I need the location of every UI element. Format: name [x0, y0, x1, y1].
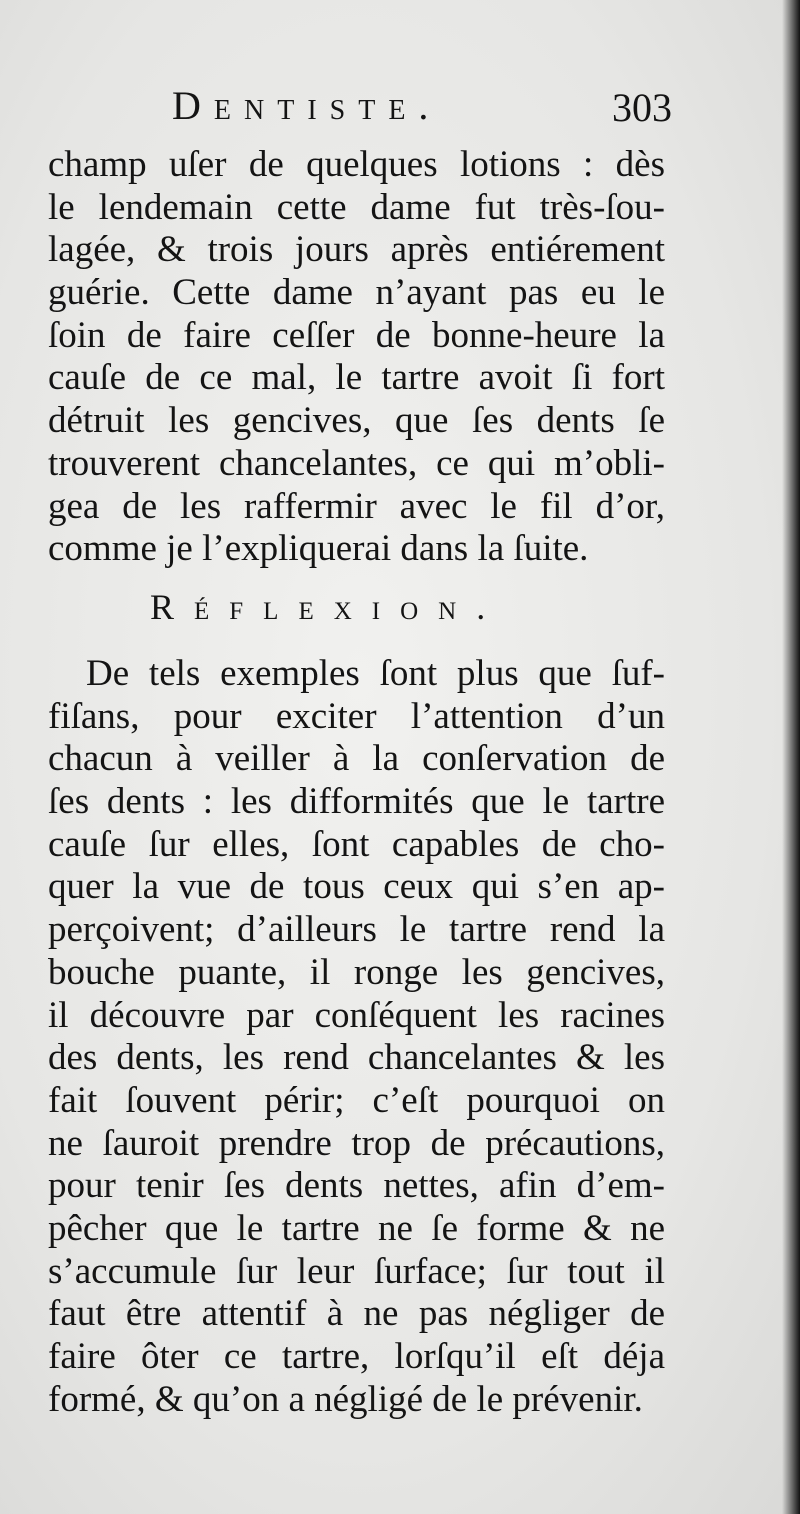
text-line: De tels exemples ſont plus que ſuf- — [86, 653, 665, 694]
text-line: trouverent chancelantes, ce qui m’obli- — [48, 442, 665, 484]
text-line: perçoivent; d’ailleurs le tartre rend la — [48, 909, 665, 951]
text-line: fiſans, pour exciter l’attention d’un — [48, 695, 665, 737]
text-line: pêcher que le tartre ne ſe forme & ne — [48, 1207, 665, 1249]
section-heading: Réflexion. — [150, 587, 506, 627]
text-line: il découvre par conſéquent les racines — [48, 994, 665, 1036]
text-line: faire ôter ce tartre, lorſqu’il eſt déja — [48, 1336, 665, 1377]
text-line: pour tenir ſes dents nettes, afin d’em- — [48, 1165, 665, 1207]
running-head: Dentiste. — [172, 83, 442, 128]
text-line: chacun à veiller à la conſervation de — [48, 738, 665, 780]
text-line: détruit les gencives, que ſes dents ſe — [48, 400, 665, 442]
text-line: s’accumule ſur leur ſurface; ſur tout il — [48, 1250, 665, 1292]
text-line: ne ſauroit prendre trop de précautions, — [48, 1122, 665, 1164]
text-line: formé, & qu’on a négligé de le prévenir. — [48, 1378, 643, 1420]
text-line: le lendemain cette dame fut très-ſou- — [48, 186, 665, 228]
text-line: guérie. Cette dame n’ayant pas eu le — [48, 272, 665, 314]
text-line: comme je l’expliquerai dans la ſuite. — [48, 528, 589, 570]
text-line: gea de les raffermir avec le fil d’or, — [48, 485, 665, 527]
text-line: fait ſouvent périr; c’eſt pourquoi on — [48, 1079, 665, 1121]
text-line: quer la vue de tous ceux qui s’en ap- — [48, 866, 665, 908]
text-line: des dents, les rend chancelantes & les — [48, 1037, 665, 1079]
page-edge-shadow — [782, 0, 800, 1514]
page-number: 303 — [612, 85, 672, 130]
paragraph-1 — [48, 144, 665, 571]
page-header — [172, 82, 672, 132]
text-line: champ uſer de quelques lotions : dès — [48, 144, 665, 185]
text-line: cauſe ſur elles, ſont capables de cho- — [48, 823, 665, 865]
text-line: bouche puante, il ronge les gencives, — [48, 951, 665, 993]
text-line: ſes dents : les difformités que le tartre — [48, 781, 665, 823]
paragraph-2 — [48, 653, 665, 1421]
text-line: ſoin de faire ceſſer de bonne-heure la — [48, 314, 665, 356]
text-line: faut être attentif à ne pas négliger de — [48, 1293, 665, 1335]
text-line: cauſe de ce mal, le tartre avoit ſi fort — [48, 357, 665, 399]
text-line: lagée, & trois jours après entiérement — [48, 229, 665, 271]
